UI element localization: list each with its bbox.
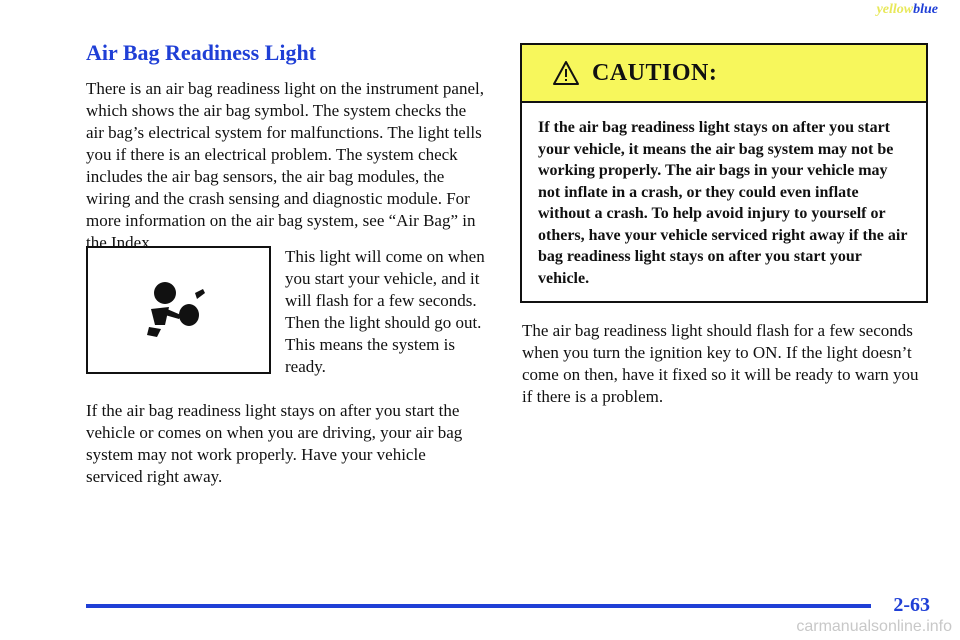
warning-triangle-icon [552,60,580,86]
color-tag [877,2,938,18]
caution-header [522,45,926,103]
caution-title: CAUTION: [592,59,718,86]
caution-text: If the air bag readiness light stays on after you start your vehicle, it means the air bag system may not be working properly. The air bags in your vehicle may not inflate in a crash, or they could even inflate without a crash. To help avoid injury to yourself or others, have your vehicle serviced right away if the air bag readiness light stays on after you start your vehicle. [538,119,908,287]
figure-caption: This light will come on when you start your vehicle, and it will flash for a few seconds. Then the light should go out. This means the system is ready. [285,247,485,376]
page-number: 2-63 [893,594,930,616]
airbag-occupant-icon [143,279,215,341]
watermark: carmanualsonline.info [796,618,952,635]
color-tag-yellow: yellow [876,2,914,17]
stays-on-paragraph: If the air bag readiness light stays on after you start the vehicle or comes on when you are driving, your air bag system may not work properly. Have your vehicle serviced right away. [86,401,463,486]
caution-box [520,43,928,303]
airbag-symbol-figure [86,246,271,374]
after-caution-paragraph: The air bag readiness light should flash for a few seconds when you turn the ignition key to ON. If the light doesn’t come on then, have it fixed so it will be ready to warn you if there is a problem. [522,321,919,406]
color-tag-blue: blue [913,2,938,17]
footer-rule [86,604,871,608]
intro-paragraph: There is an air bag readiness light on the instrument panel, which shows the air bag symbol. The system checks the air bag’s electrical system for malfunctions. The light tells you if there is an electrical problem. The system check includes the air bag sensors, the air bag modules, the wiring and the crash sensing and diagnostic module. For more information on the air bag system, see “Air Bag” in the Index. [86,79,484,252]
section-title: Air Bag Readiness Light [86,40,317,65]
